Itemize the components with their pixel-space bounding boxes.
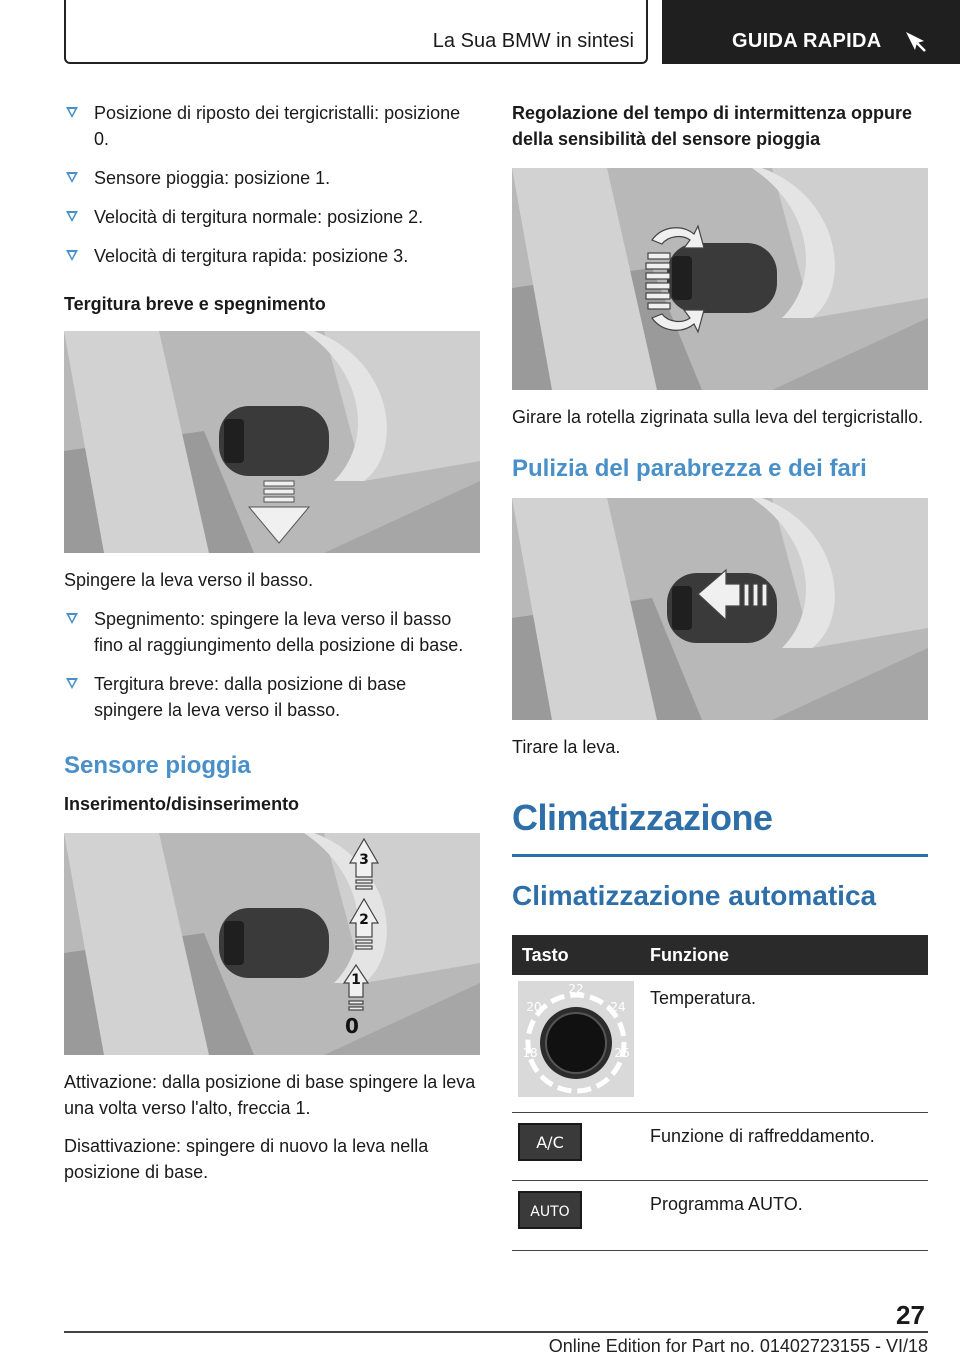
subheading-on-off: Inserimento/disinserimento: [64, 794, 300, 814]
auto-button-label: AUTO: [530, 1204, 570, 1220]
section-divider: [512, 854, 928, 857]
subsection-title-auto-climate: Climatizzazione automatica: [512, 880, 877, 911]
caption-pull: Tirare la leva.: [512, 737, 621, 757]
caption-wheel: Girare la rotella zigrinata sulla leva del tergicristallo.: [512, 407, 924, 427]
position-label-0: 0: [345, 1014, 359, 1038]
right-column: [512, 100, 928, 1251]
dial-scale-label: 20: [526, 1000, 542, 1014]
function-text: Funzione di raffreddamento.: [638, 1113, 928, 1181]
function-text: Programma AUTO.: [638, 1181, 928, 1251]
bullet-text: Posizione di riposto dei tergicristalli: posizione 0.: [94, 103, 461, 149]
ac-button-icon: [518, 1123, 582, 1161]
column-header-function: Funzione: [638, 935, 928, 975]
header-section-box: [64, 0, 648, 64]
heading-interval: Regolazione del tempo di intermittenza oppure della sensibilità del sensore pioggia: [512, 103, 913, 149]
dial-scale-label: 24: [610, 1000, 626, 1014]
table-row: [512, 1113, 928, 1181]
bullet-triangle-icon: [66, 250, 78, 261]
header-section-title: La Sua BMW in sintesi: [432, 30, 634, 52]
header-chapter-tab[interactable]: [662, 0, 960, 64]
list-item: [64, 100, 480, 152]
bullet-triangle-icon: [66, 211, 78, 222]
wiper-lever-pull-image: [512, 498, 928, 720]
auto-button-icon: [518, 1191, 582, 1229]
table-row: [512, 975, 928, 1113]
table-row: [512, 1181, 928, 1251]
bullet-text: Tergitura breve: dalla posizione di base spingere la leva verso il basso.: [94, 674, 407, 720]
dial-scale-label: 26: [614, 1046, 630, 1060]
bullet-triangle-icon: [66, 107, 78, 118]
temperature-dial-icon: [518, 981, 634, 1097]
caption-push-down: Spingere la leva verso il basso.: [64, 570, 314, 590]
heading-wash: Pulizia del parabrezza e dei fari: [512, 455, 867, 482]
bullet-text: Velocità di tergitura normale: posizione 2.: [94, 207, 424, 227]
left-column: [64, 100, 480, 1185]
position-label-1: 1: [351, 972, 361, 988]
bullet-triangle-icon: [66, 678, 78, 689]
footer-edition-text: Online Edition for Part no. 01402723155 - VI/18: [548, 1336, 928, 1356]
paragraph-deactivation: Disattivazione: spingere di nuovo la leva nella posizione di base.: [64, 1136, 429, 1182]
header-chapter-label: GUIDA RAPIDA: [732, 30, 882, 52]
wiper-lever-positions-image: [64, 833, 480, 1055]
wiper-wheel-image: [512, 168, 928, 390]
list-item: [64, 204, 480, 230]
position-label-2: 2: [359, 912, 369, 928]
list-item: [64, 243, 480, 269]
bullet-text: Spegnimento: spingere la leva verso il basso fino al raggiungimento della posizione di base.: [94, 609, 464, 655]
bullet-text: Sensore pioggia: posizione 1.: [94, 168, 331, 188]
bullet-triangle-icon: [66, 613, 78, 624]
list-item: [64, 671, 480, 723]
pointer-icon: [902, 28, 928, 54]
function-text: Temperatura.: [638, 975, 928, 1113]
controls-table: [512, 935, 928, 1251]
position-label-3: 3: [359, 852, 369, 868]
page-number: 27: [896, 1300, 925, 1330]
dial-scale-label: 18: [522, 1046, 538, 1060]
heading-rain-sensor: Sensore pioggia: [64, 752, 251, 779]
dial-scale-label: 22: [568, 982, 584, 996]
footer-divider: [64, 1331, 928, 1333]
column-header-key: Tasto: [512, 935, 638, 975]
wiper-lever-push-down-image: [64, 331, 480, 553]
list-item: [64, 165, 480, 191]
bullet-text: Velocità di tergitura rapida: posizione 3.: [94, 246, 409, 266]
list-item: [64, 606, 480, 658]
bullet-triangle-icon: [66, 172, 78, 183]
table-header-row: [512, 935, 928, 975]
ac-button-label: A/C: [536, 1133, 564, 1152]
section-title-climate: Climatizzazione: [512, 797, 773, 838]
heading-brief-wipe: Tergitura breve e spegnimento: [64, 294, 326, 314]
paragraph-activation: Attivazione: dalla posizione di base spingere la leva una volta verso l'alto, freccia 1.: [64, 1072, 476, 1118]
